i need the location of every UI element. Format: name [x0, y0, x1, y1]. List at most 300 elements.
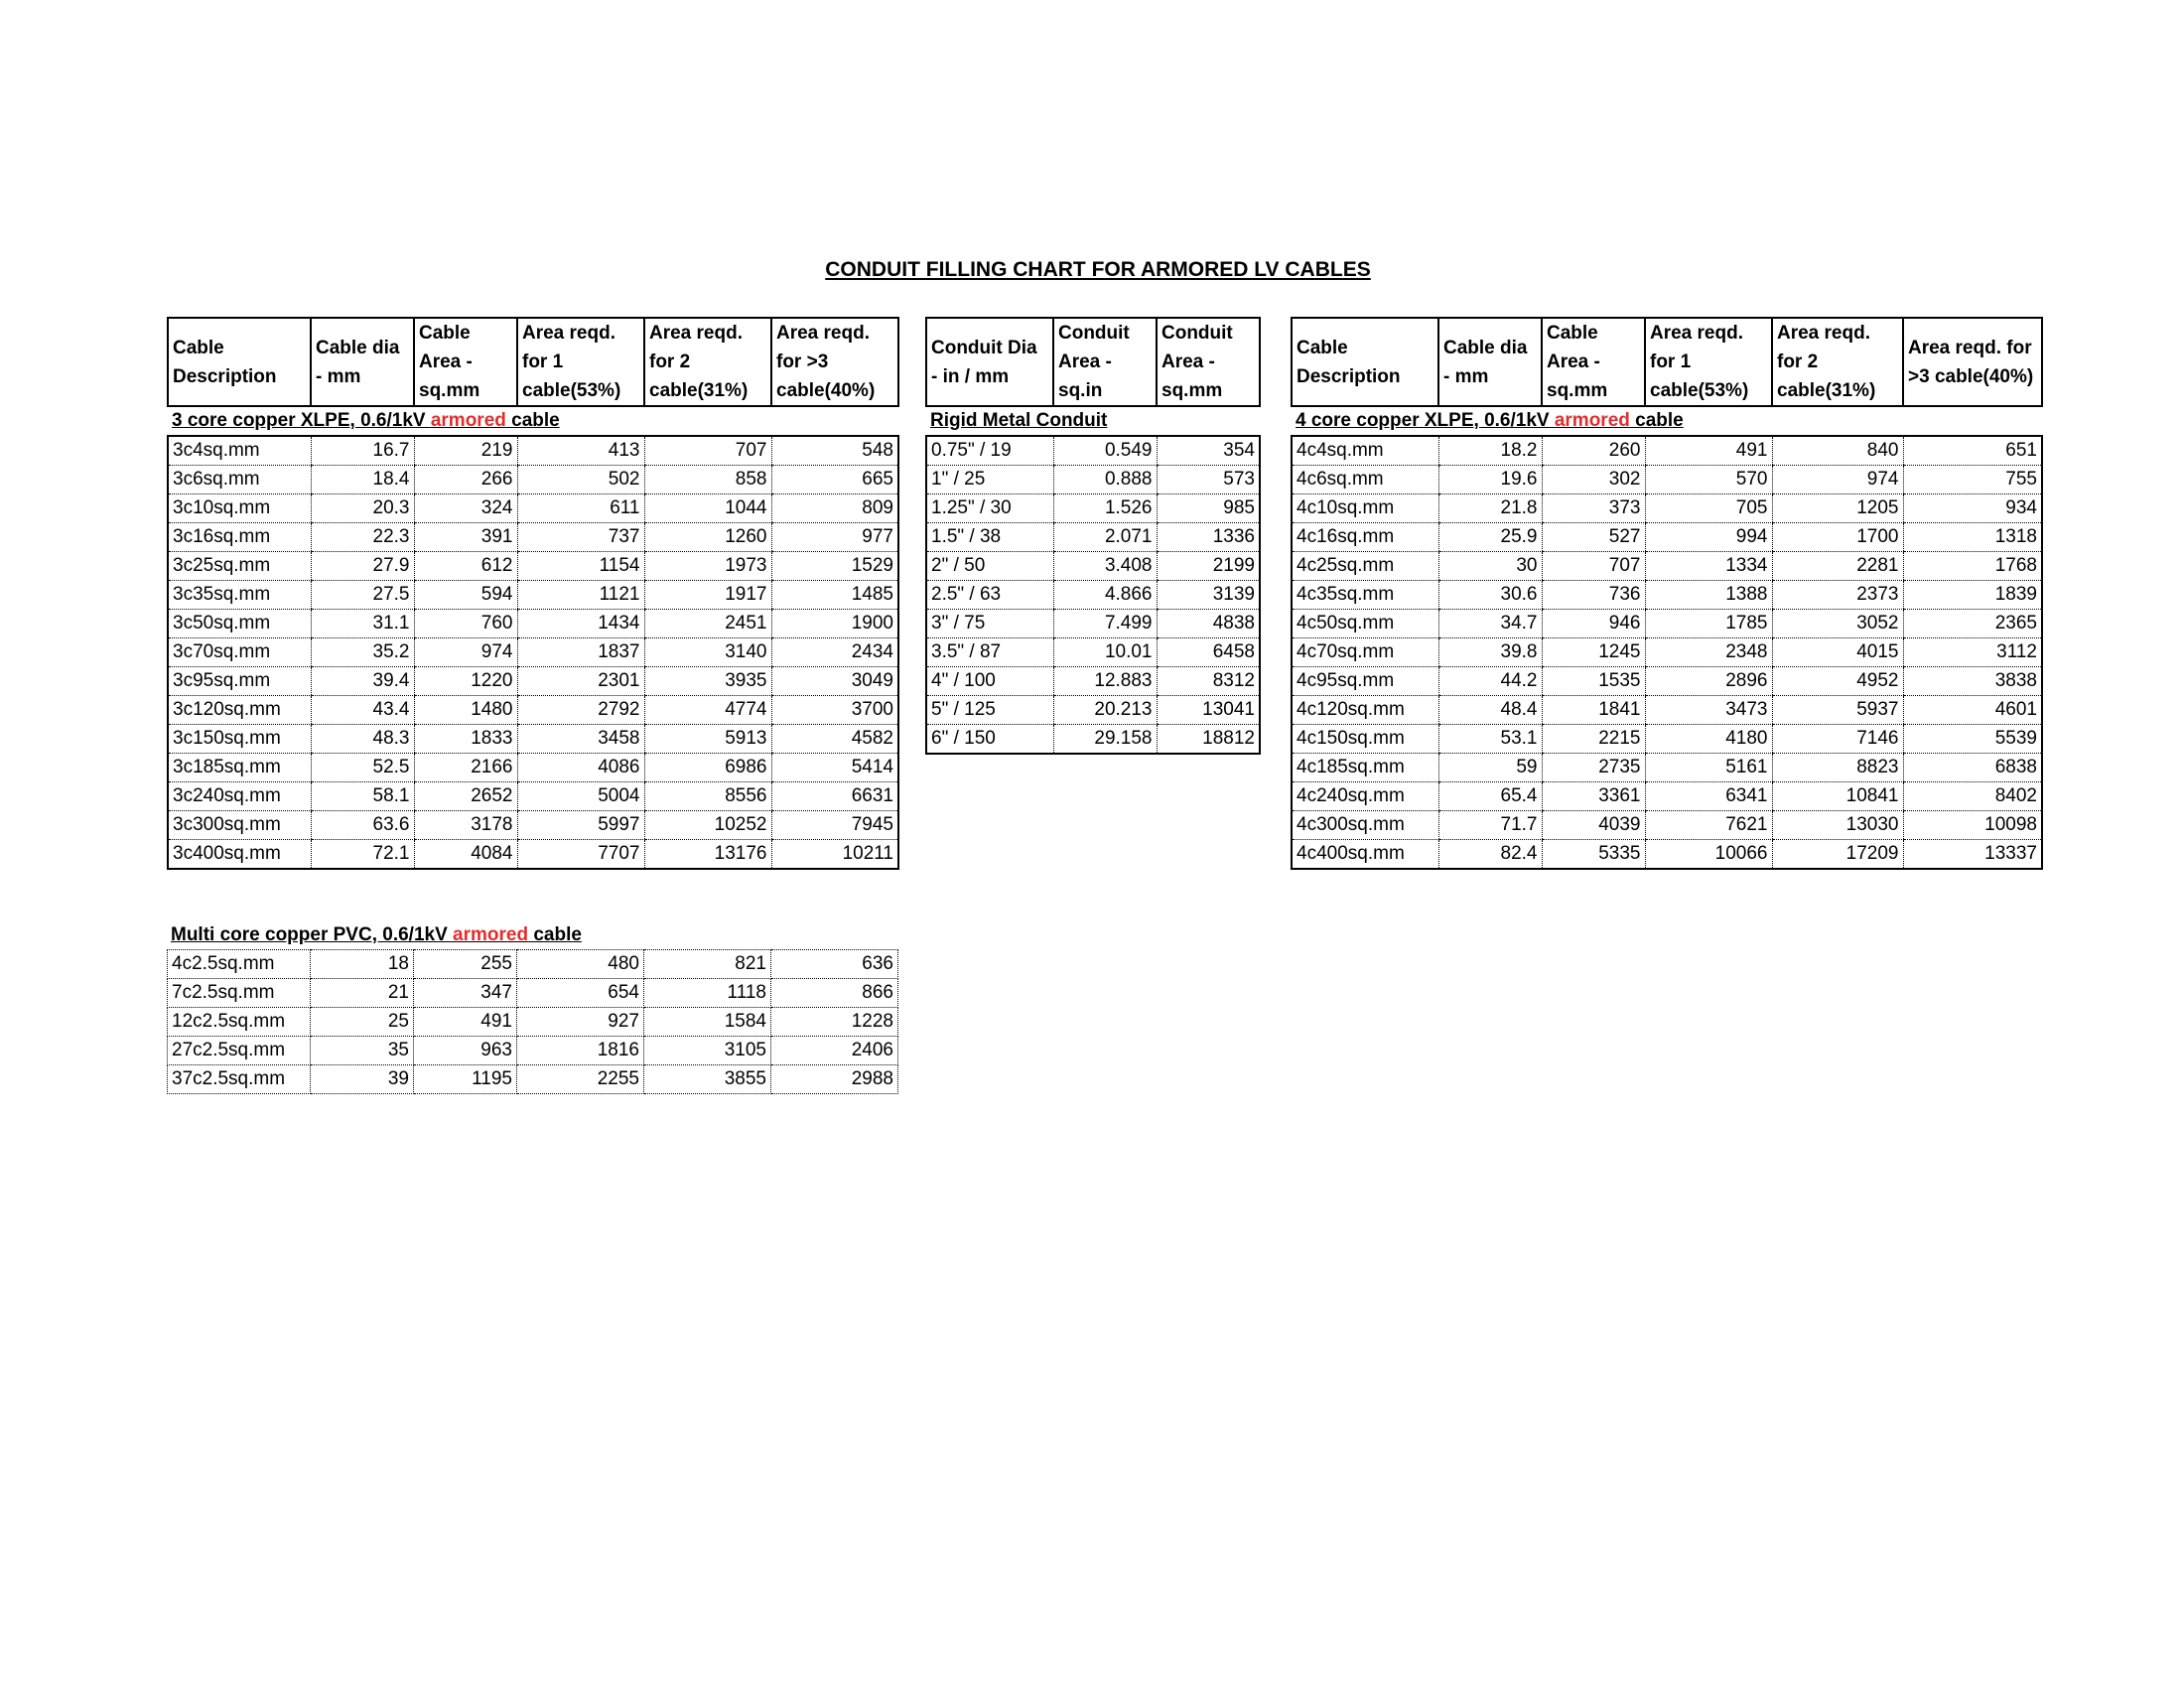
three-core-cell: 3c185sq.mm [168, 754, 311, 782]
multi-core-row [168, 1008, 898, 1037]
three-core-cell: 63.6 [311, 811, 414, 840]
three-core-cell: 5414 [771, 754, 898, 782]
conduit-cell: 0.888 [1053, 466, 1157, 494]
three-core-row [168, 466, 898, 494]
conduit-table [925, 317, 1261, 755]
four-core-cell: 4c35sq.mm [1292, 581, 1438, 610]
three-core-cell: 2166 [414, 754, 517, 782]
multi-core-cell: 3855 [644, 1065, 771, 1094]
three-core-block [167, 317, 899, 870]
four-core-cell: 3473 [1645, 696, 1772, 725]
conduit-row [926, 581, 1260, 610]
three-core-cell: 3c95sq.mm [168, 667, 311, 696]
three-core-cell: 4084 [414, 840, 517, 870]
four-core-cell: 4c300sq.mm [1292, 811, 1438, 840]
three-core-cell: 18.4 [311, 466, 414, 494]
header-area-2-cable: Area reqd. for 2 cable(31%) [1772, 318, 1903, 406]
multi-core-cell: 480 [517, 950, 644, 979]
three-core-cell: 27.5 [311, 581, 414, 610]
three-core-cell: 266 [414, 466, 517, 494]
three-core-table [167, 317, 899, 870]
four-core-cell: 1318 [1903, 523, 2042, 552]
four-core-cell: 17209 [1772, 840, 1903, 870]
three-core-cell: 611 [517, 494, 644, 523]
multi-core-row [168, 979, 898, 1008]
three-core-cell: 1121 [517, 581, 644, 610]
three-core-cell: 2652 [414, 782, 517, 811]
header-cable-description: Cable Description [168, 318, 311, 406]
four-core-cell: 2896 [1645, 667, 1772, 696]
multi-core-cell: 1816 [517, 1037, 644, 1065]
three-core-cell: 3178 [414, 811, 517, 840]
three-core-cell: 43.4 [311, 696, 414, 725]
conduit-cell: 13041 [1157, 696, 1260, 725]
three-core-cell: 1154 [517, 552, 644, 581]
multi-core-cell: 2988 [771, 1065, 898, 1094]
four-core-cell: 2281 [1772, 552, 1903, 581]
three-core-cell: 1833 [414, 725, 517, 754]
four-core-cell: 1388 [1645, 581, 1772, 610]
conduit-cell: 3" / 75 [926, 610, 1053, 638]
three-core-cell: 4582 [771, 725, 898, 754]
conduit-cell: 2.5" / 63 [926, 581, 1053, 610]
four-core-row [1292, 696, 2042, 725]
four-core-row [1292, 725, 2042, 754]
conduit-cell: 6458 [1157, 638, 1260, 667]
three-core-cell: 1480 [414, 696, 517, 725]
four-core-cell: 30.6 [1438, 581, 1542, 610]
conduit-cell: 5" / 125 [926, 696, 1053, 725]
three-core-cell: 72.1 [311, 840, 414, 870]
conduit-cell: 1.526 [1053, 494, 1157, 523]
multi-core-cell: 12c2.5sq.mm [168, 1008, 311, 1037]
multi-core-cell: 2406 [771, 1037, 898, 1065]
four-core-cell: 34.7 [1438, 610, 1542, 638]
multi-core-cell: 1195 [414, 1065, 517, 1094]
multi-core-cell: 7c2.5sq.mm [168, 979, 311, 1008]
four-core-cell: 946 [1542, 610, 1645, 638]
three-core-cell: 5997 [517, 811, 644, 840]
conduit-cell: 573 [1157, 466, 1260, 494]
multi-core-cell: 27c2.5sq.mm [168, 1037, 311, 1065]
cable-header-row-2 [1292, 318, 2042, 406]
four-core-cell: 82.4 [1438, 840, 1542, 870]
four-core-row [1292, 494, 2042, 523]
four-core-row [1292, 610, 2042, 638]
four-core-cell: 53.1 [1438, 725, 1542, 754]
four-core-cell: 4952 [1772, 667, 1903, 696]
four-core-cell: 39.8 [1438, 638, 1542, 667]
four-core-cell: 6341 [1645, 782, 1772, 811]
four-core-cell: 4c240sq.mm [1292, 782, 1438, 811]
three-core-cell: 6631 [771, 782, 898, 811]
three-core-cell: 3458 [517, 725, 644, 754]
conduit-cell: 3.5" / 87 [926, 638, 1053, 667]
three-core-cell: 1220 [414, 667, 517, 696]
conduit-cell: 4.866 [1053, 581, 1157, 610]
multi-core-block [167, 921, 898, 1094]
four-core-cell: 840 [1772, 436, 1903, 466]
three-core-caption: 3 core copper XLPE, 0.6/1kV armored cable [172, 410, 560, 431]
conduit-row [926, 494, 1260, 523]
three-core-cell: 3c300sq.mm [168, 811, 311, 840]
four-core-cell: 4c16sq.mm [1292, 523, 1438, 552]
header-conduit-area-mm: Conduit Area - sq.mm [1157, 318, 1260, 406]
three-core-cell: 737 [517, 523, 644, 552]
four-core-row [1292, 811, 2042, 840]
header-cable-dia: Cable dia - mm [311, 318, 414, 406]
three-core-cell: 594 [414, 581, 517, 610]
four-core-cell: 755 [1903, 466, 2042, 494]
three-core-row [168, 840, 898, 870]
multi-core-row [168, 1037, 898, 1065]
conduit-cell: 1" / 25 [926, 466, 1053, 494]
four-core-cell: 4c25sq.mm [1292, 552, 1438, 581]
four-core-row [1292, 581, 2042, 610]
four-core-cell: 302 [1542, 466, 1645, 494]
four-core-row [1292, 436, 2042, 466]
four-core-cell: 2365 [1903, 610, 2042, 638]
four-core-cell: 4180 [1645, 725, 1772, 754]
three-core-cell: 760 [414, 610, 517, 638]
conduit-cell: 4838 [1157, 610, 1260, 638]
four-core-cell: 25.9 [1438, 523, 1542, 552]
four-core-block [1291, 317, 2043, 870]
three-core-row [168, 667, 898, 696]
three-core-rows [168, 436, 898, 869]
four-core-cell: 8402 [1903, 782, 2042, 811]
four-core-cell: 260 [1542, 436, 1645, 466]
three-core-cell: 10252 [644, 811, 771, 840]
three-core-cell: 48.3 [311, 725, 414, 754]
four-core-cell: 3052 [1772, 610, 1903, 638]
three-core-cell: 2451 [644, 610, 771, 638]
four-core-cell: 934 [1903, 494, 2042, 523]
three-core-cell: 665 [771, 466, 898, 494]
conduit-cell: 0.549 [1053, 436, 1157, 466]
three-core-cell: 10211 [771, 840, 898, 870]
multi-core-cell: 25 [311, 1008, 414, 1037]
three-core-cell: 7945 [771, 811, 898, 840]
three-core-cell: 58.1 [311, 782, 414, 811]
header-area-3-cable: Area reqd. for >3 cable(40%) [771, 318, 898, 406]
four-core-caption: 4 core copper XLPE, 0.6/1kV armored cable [1296, 410, 1684, 431]
multi-core-cell: 2255 [517, 1065, 644, 1094]
conduit-cell: 18812 [1157, 725, 1260, 755]
conduit-cell: 0.75" / 19 [926, 436, 1053, 466]
multi-core-row [168, 950, 898, 979]
conduit-cell: 20.213 [1053, 696, 1157, 725]
four-core-cell: 373 [1542, 494, 1645, 523]
four-core-cell: 4015 [1772, 638, 1903, 667]
three-core-cell: 219 [414, 436, 517, 466]
three-core-row [168, 523, 898, 552]
three-core-cell: 612 [414, 552, 517, 581]
four-core-cell: 65.4 [1438, 782, 1542, 811]
four-core-cell: 4039 [1542, 811, 1645, 840]
four-core-cell: 5161 [1645, 754, 1772, 782]
three-core-cell: 413 [517, 436, 644, 466]
four-core-cell: 13337 [1903, 840, 2042, 870]
conduit-caption: Rigid Metal Conduit [930, 410, 1108, 431]
three-core-cell: 3c240sq.mm [168, 782, 311, 811]
four-core-row [1292, 782, 2042, 811]
multi-core-cell: 4c2.5sq.mm [168, 950, 311, 979]
four-core-cell: 2348 [1645, 638, 1772, 667]
header-area-1-cable: Area reqd. for 1 cable(53%) [1645, 318, 1772, 406]
four-core-cell: 651 [1903, 436, 2042, 466]
three-core-cell: 7707 [517, 840, 644, 870]
three-core-cell: 6986 [644, 754, 771, 782]
three-core-cell: 3c35sq.mm [168, 581, 311, 610]
header-cable-description: Cable Description [1292, 318, 1438, 406]
three-core-row [168, 725, 898, 754]
four-core-cell: 8823 [1772, 754, 1903, 782]
three-core-cell: 4774 [644, 696, 771, 725]
multi-core-cell: 636 [771, 950, 898, 979]
four-core-cell: 1535 [1542, 667, 1645, 696]
three-core-cell: 16.7 [311, 436, 414, 466]
conduit-cell: 2.071 [1053, 523, 1157, 552]
four-core-cell: 1841 [1542, 696, 1645, 725]
multi-core-cell: 1228 [771, 1008, 898, 1037]
three-core-row [168, 782, 898, 811]
three-core-cell: 3c400sq.mm [173, 843, 281, 864]
four-core-cell: 3361 [1542, 782, 1645, 811]
cable-header-row [168, 318, 898, 406]
multi-core-cell: 255 [414, 950, 517, 979]
conduit-cell: 10.01 [1053, 638, 1157, 667]
conduit-cell: 1.5" / 38 [926, 523, 1053, 552]
header-area-3-cable: Area reqd. for >3 cable(40%) [1903, 318, 2042, 406]
four-core-cell: 7146 [1772, 725, 1903, 754]
three-core-cell: 5004 [517, 782, 644, 811]
three-core-row [168, 436, 898, 466]
three-core-row [168, 638, 898, 667]
four-core-cell: 6838 [1903, 754, 2042, 782]
four-core-cell: 4c120sq.mm [1292, 696, 1438, 725]
conduit-cell: 2199 [1157, 552, 1260, 581]
three-core-cell: 1900 [771, 610, 898, 638]
four-core-cell: 71.7 [1438, 811, 1542, 840]
three-core-cell: 20.3 [311, 494, 414, 523]
three-core-cell: 3c16sq.mm [168, 523, 311, 552]
four-core-cell: 1245 [1542, 638, 1645, 667]
three-core-cell: 39.4 [311, 667, 414, 696]
conduit-cell: 2" / 50 [926, 552, 1053, 581]
four-core-cell: 491 [1645, 436, 1772, 466]
conduit-row [926, 696, 1260, 725]
header-area-1-cable: Area reqd. for 1 cable(53%) [517, 318, 644, 406]
three-core-cell: 3c120sq.mm [168, 696, 311, 725]
four-core-cell: 4c150sq.mm [1292, 725, 1438, 754]
multi-core-cell: 21 [311, 979, 414, 1008]
conduit-cell: 12.883 [1053, 667, 1157, 696]
multi-core-cell: 37c2.5sq.mm [168, 1065, 311, 1094]
conduit-cell: 6" / 150 [931, 728, 996, 749]
four-core-cell: 1768 [1903, 552, 2042, 581]
three-core-cell: 3c25sq.mm [168, 552, 311, 581]
four-core-row [1292, 638, 2042, 667]
four-core-cell: 18.2 [1438, 436, 1542, 466]
three-core-cell: 27.9 [311, 552, 414, 581]
four-core-row [1292, 754, 2042, 782]
four-core-row [1292, 552, 2042, 581]
header-cable-dia: Cable dia - mm [1438, 318, 1542, 406]
four-core-cell: 2215 [1542, 725, 1645, 754]
four-core-cell: 974 [1772, 466, 1903, 494]
three-core-row [168, 754, 898, 782]
four-core-cell: 4c95sq.mm [1292, 667, 1438, 696]
three-core-row [168, 610, 898, 638]
four-core-cell: 5335 [1542, 840, 1645, 870]
four-core-table [1291, 317, 2043, 870]
conduit-cell: 1.25" / 30 [926, 494, 1053, 523]
four-core-cell: 4c10sq.mm [1292, 494, 1438, 523]
four-core-cell: 705 [1645, 494, 1772, 523]
header-cable-area: Cable Area - sq.mm [1542, 318, 1645, 406]
three-core-cell: 1917 [644, 581, 771, 610]
four-core-cell: 30 [1438, 552, 1542, 581]
three-core-cell: 977 [771, 523, 898, 552]
conduit-cell: 7.499 [1053, 610, 1157, 638]
four-core-cell: 48.4 [1438, 696, 1542, 725]
three-core-cell: 3c6sq.mm [168, 466, 311, 494]
conduit-header-row [926, 318, 1260, 406]
four-core-cell: 13030 [1772, 811, 1903, 840]
conduit-row [926, 466, 1260, 494]
three-core-cell: 3140 [644, 638, 771, 667]
multi-core-caption: Multi core copper PVC, 0.6/1kV armored cable [171, 924, 582, 945]
conduit-cell: 3.408 [1053, 552, 1157, 581]
four-core-cell: 44.2 [1438, 667, 1542, 696]
four-core-cell: 4c185sq.mm [1292, 754, 1438, 782]
four-core-cell: 4c70sq.mm [1292, 638, 1438, 667]
conduit-row [926, 638, 1260, 667]
three-core-cell: 502 [517, 466, 644, 494]
four-core-cell: 10841 [1772, 782, 1903, 811]
four-core-cell: 21.8 [1438, 494, 1542, 523]
three-core-row [168, 494, 898, 523]
three-core-cell: 974 [414, 638, 517, 667]
three-core-row [168, 811, 898, 840]
multi-core-cell: 963 [414, 1037, 517, 1065]
four-core-cell: 59 [1438, 754, 1542, 782]
four-core-cell: 4c400sq.mm [1297, 843, 1405, 864]
four-core-cell: 5539 [1903, 725, 2042, 754]
four-core-cell: 10066 [1645, 840, 1772, 870]
four-core-cell: 4c4sq.mm [1292, 436, 1438, 466]
four-core-cell: 4c50sq.mm [1292, 610, 1438, 638]
three-core-cell: 1837 [517, 638, 644, 667]
multi-core-cell: 1118 [644, 979, 771, 1008]
conduit-cell: 1336 [1157, 523, 1260, 552]
four-core-cell: 10098 [1903, 811, 2042, 840]
three-core-row [168, 552, 898, 581]
three-core-cell: 391 [414, 523, 517, 552]
three-core-row [168, 581, 898, 610]
conduit-block [925, 317, 1261, 755]
three-core-cell: 1973 [644, 552, 771, 581]
three-core-cell: 4086 [517, 754, 644, 782]
multi-core-cell: 35 [311, 1037, 414, 1065]
multi-core-cell: 1584 [644, 1008, 771, 1037]
three-core-cell: 3049 [771, 667, 898, 696]
multi-core-cell: 3105 [644, 1037, 771, 1065]
conduit-row [926, 436, 1260, 466]
conduit-row [926, 725, 1260, 755]
conduit-cell: 354 [1157, 436, 1260, 466]
header-area-2-cable: Area reqd. for 2 cable(31%) [644, 318, 771, 406]
three-core-cell: 1044 [644, 494, 771, 523]
conduit-row [926, 610, 1260, 638]
four-core-cell: 1839 [1903, 581, 2042, 610]
header-cable-area: Cable Area - sq.mm [414, 318, 517, 406]
multi-core-cell: 18 [311, 950, 414, 979]
multi-core-cell: 39 [311, 1065, 414, 1094]
multi-core-rows [168, 950, 898, 1094]
conduit-cell: 8312 [1157, 667, 1260, 696]
three-core-cell: 3c70sq.mm [168, 638, 311, 667]
four-core-cell: 1334 [1645, 552, 1772, 581]
four-core-cell: 19.6 [1438, 466, 1542, 494]
header-conduit-area-in: Conduit Area - sq.in [1053, 318, 1157, 406]
multi-core-cell: 866 [771, 979, 898, 1008]
four-core-cell: 1205 [1772, 494, 1903, 523]
multi-core-cell: 927 [517, 1008, 644, 1037]
three-core-cell: 1529 [771, 552, 898, 581]
four-core-cell: 7621 [1645, 811, 1772, 840]
four-core-cell: 4c6sq.mm [1292, 466, 1438, 494]
three-core-cell: 858 [644, 466, 771, 494]
three-core-cell: 8556 [644, 782, 771, 811]
conduit-row [926, 523, 1260, 552]
four-core-cell: 736 [1542, 581, 1645, 610]
three-core-cell: 3c4sq.mm [168, 436, 311, 466]
three-core-cell: 13176 [644, 840, 771, 870]
four-core-cell: 527 [1542, 523, 1645, 552]
conduit-cell: 3139 [1157, 581, 1260, 610]
three-core-cell: 3700 [771, 696, 898, 725]
three-core-cell: 2434 [771, 638, 898, 667]
multi-core-cell: 491 [414, 1008, 517, 1037]
four-core-cell: 994 [1645, 523, 1772, 552]
three-core-cell: 707 [644, 436, 771, 466]
four-core-cell: 3838 [1903, 667, 2042, 696]
multi-core-cell: 821 [644, 950, 771, 979]
four-core-row [1292, 840, 2042, 870]
three-core-cell: 3c10sq.mm [168, 494, 311, 523]
conduit-row [926, 667, 1260, 696]
four-core-cell: 2373 [1772, 581, 1903, 610]
four-core-row [1292, 523, 2042, 552]
three-core-cell: 809 [771, 494, 898, 523]
three-core-cell: 3c50sq.mm [168, 610, 311, 638]
header-conduit-dia: Conduit Dia - in / mm [926, 318, 1053, 406]
conduit-cell: 985 [1157, 494, 1260, 523]
conduit-rows [926, 436, 1260, 754]
four-core-cell: 1700 [1772, 523, 1903, 552]
four-core-rows [1292, 436, 2042, 869]
three-core-cell: 2301 [517, 667, 644, 696]
three-core-cell: 3c150sq.mm [168, 725, 311, 754]
three-core-cell: 1485 [771, 581, 898, 610]
page-title: CONDUIT FILLING CHART FOR ARMORED LV CABLES [825, 258, 1371, 281]
three-core-cell: 52.5 [311, 754, 414, 782]
three-core-row [168, 696, 898, 725]
three-core-cell: 1434 [517, 610, 644, 638]
four-core-cell: 707 [1542, 552, 1645, 581]
